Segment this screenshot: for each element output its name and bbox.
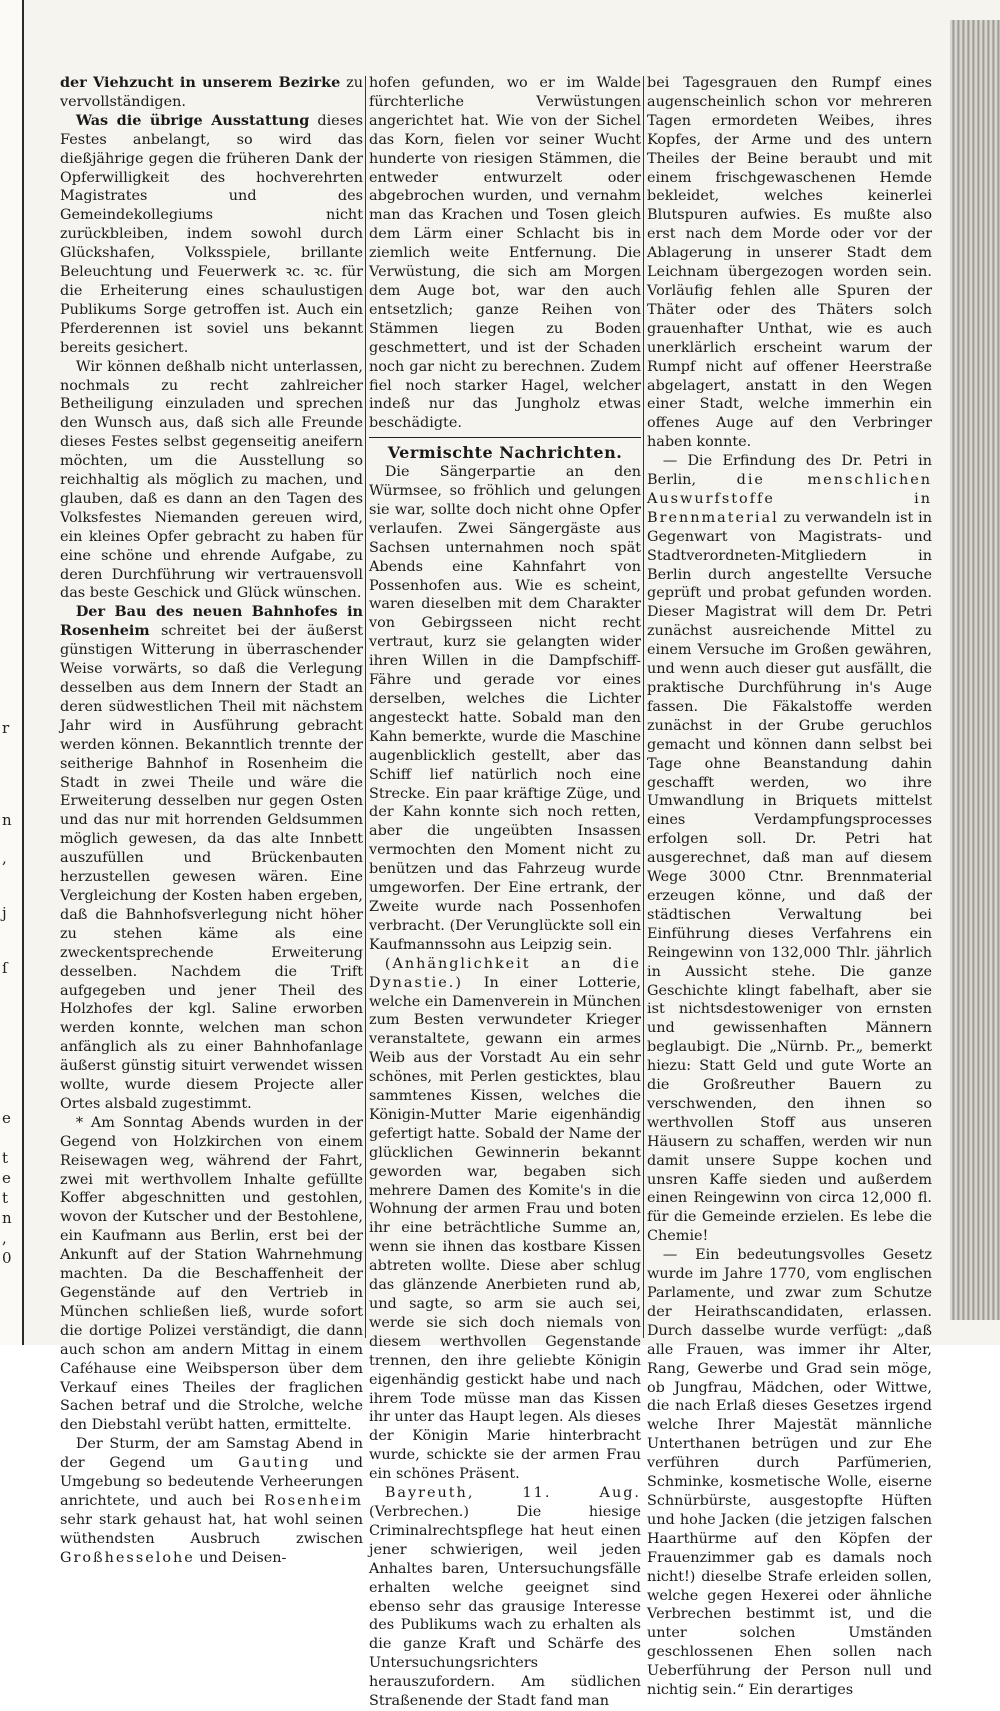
paragraph <box>60 112 363 358</box>
emphasis: der Viehzucht in unserem Bezirke <box>60 74 341 91</box>
margin-mark: j <box>2 904 7 922</box>
book-page-stack <box>950 20 1000 1320</box>
text: (Verbrechen.) Die hiesige Criminalrechtspflege hat heut einen jener schwierigen, weil jeden Anhaltes baren, Untersuchungsfälle erhalten welche geeignet sind ebenso sehr das grausige Interesse des Publikums wach zu erhalten als die ganze Kraft und Schärfe des Untersuchungsrichters herauszufordern. Am südlichen Straßenende der Stadt fand man <box>369 1503 641 1710</box>
paragraph: * Am Sonntag Abends wurden in der Gegend von Holzkirchen von einem Reisewagen weg, während der Fahrt, zwei mit werthvollem Inhalte gefüllte Koffer abgeschnitten und gestohlen, wovon der Kutscher und der Bestohlene, ein Kaufmann aus Berlin, erst bei der Ankunft auf der Station Wahrnehmung machten. Da die Beschaffenheit der Gegenstände auf den Vertrieb in München schließen ließ, wurde sofort die dortige Polizei verständigt, die dann auch schon am andern Mittag in einem Caféhause eine Weibsperson über dem Verkauf eines Theiles der fraglichen Sachen betraf und die Strolche, welche den Diebstahl verübt hatten, ermittelte. <box>60 1114 363 1434</box>
column-2 <box>369 74 641 1710</box>
paragraph: hofen gefunden, wo er im Walde fürchterliche Verwüstungen angerichtet hat. Wie von der Sichel das Korn, fielen vor seiner Wucht hunderte von riesigen Stämmen, die entweder entwurzelt oder abgebrochen wurden, und vernahm man das Krachen und Tosen gleich dem Lärm einer Schlacht bis in ziemlich weite Entfernung. Die Verwüstung, die sich am Morgen dem Auge bot, war den auch entsetzlich; ganze Reihen von Stämmen liegen zu Boden geschmettert, und ist der Schaden noch gar nicht zu berechnen. Zudem fiel noch starker Hagel, welcher indeß nur das Jungholz etwas beschädigte. <box>369 75 641 432</box>
paragraph <box>369 955 641 1484</box>
emphasis: die menschlichen Auswurfstoffe in Brennmaterial <box>647 472 932 526</box>
emphasis: Was die übrige Ausstattung <box>75 111 310 129</box>
margin-mark: n <box>2 1209 12 1227</box>
emphasis: Der Bau des neuen Bahnhofes in Rosenheim <box>60 603 363 640</box>
place-name: Gauting <box>238 1455 311 1472</box>
dateline: Bayreuth, 11. Aug. <box>384 1485 641 1502</box>
text: zu verwandeln ist in Gegenwart von Magistrats- und Stadtverordneten-Mitgliedern in Berlin durch angestellte Versuche geprüft und probat gefunden worden. Dieser Magistrat will dem Dr. Petri zunächst ausreichende Mittel zu einem Versuche im Großen gewähren, und wenn auch dieser gut ausfällt, die praktische Durchführung in's Auge fassen. Die Fäkalstoffe werden zunächst in der Grube geruchlos gemacht und können dann selbst bei Tage ohne Beanstandung dahin geschafft werden, wo ihre Umwandlung in Briquets mittelst eines Verdampfungsprocesses erfolgen soll. Dr. Petri hat ausgerechnet, daß man auf diesem Wege 3000 Ctnr. Brennmaterial erzeugen könne, und daß der städtischen Verwaltung bei Einführung dieses Verfahrens ein Reingewinn von 132,000 Thlr. jährlich in Aussicht stehe. Die ganze Geschichte klingt fabelhaft, aber sie ist nichtsdestoweniger von ernsten und gewissenhaften Männern beglaubigt. Die „Nürnb. Pr.„ bemerkt hiezu: Statt Geld und gute Worte an die Großreuther Bauern zu verschwenden, den ihnen so werthvollen Stoff aus unseren Häusern zu schaffen, werden wir nun damit unsere Suppe kochen und unsren Kaffe sieden und außerdem einen Reingewinn von circa 12,000 fl. für die Gemeinde erzielen. Es lebe die Chemie! <box>647 509 932 1245</box>
margin-mark: 0 <box>2 1249 12 1267</box>
section-heading: Vermischte Nachrichten. <box>387 443 623 463</box>
text: sehr stark gehaust hat, hat wohl seinen wüthendsten Ausbruch zwischen <box>60 1511 363 1547</box>
section-rule <box>369 437 641 438</box>
paragraph <box>60 74 363 112</box>
place-name: Großhesselohe <box>60 1549 195 1566</box>
paragraph: bei Tagesgrauen den Rumpf eines augenscheinlich schon vor mehreren Tagen ermordeten Weibes, ihres Kopfes, der Arme und des untern Theiles der Beine beraubt und mit einem frischgewaschenen Hemde bekleidet, welches keinerlei Blutspuren aufwies. Es mußte also erst nach dem Morde oder vor der Ablagerung in unserer Stadt dem Leichnam übergezogen worden sein. Vorläufig fehlen alle Spuren der Thäter oder des Thäters solch grauenhafter Unthat, wie es auch unerklärlich erscheint warum der Rumpf nicht auf offener Heerstraße abgelagert, anstatt in den Wegen einer Stadt, welche immerhin ein offenes Auge auf den Verbringer haben konnte. <box>647 75 932 451</box>
column-divider <box>643 76 644 1338</box>
margin-mark: t <box>2 1189 9 1207</box>
paragraph <box>60 603 363 1113</box>
text: und Deisen- <box>194 1549 287 1566</box>
paragraph: Die Sängerpartie an den Würmsee, so fröhlich und gelungen sie war, sollte doch nicht ohne Opfer verlaufen. Zwei Sängergäste aus Sachsen unternahmen noch spät Abends eine Kahnfahrt von Possenhofen aus. Wie es scheint, waren dieselben mit dem Charakter von Gebirgsseen nicht recht vertraut, kurz sie gelangten wider ihren Willen in die Dampfschiff-Fähre und gerade vor eines derselben, welches die Lichter angesteckt hatte. Sobald man den Kahn bemerkte, wurde die Maschine augenblicklich gestellt, aber das Schiff lief natürlich noch eine Strecke. Ein paar kräftige Züge, und der Kahn konnte sich noch retten, aber die ungeübten Insassen vermochten den Moment nicht zu benützen und das Fahrzeug wurde umgeworfen. Der Eine ertrank, der Zweite wurde nach Possenhofen verbracht. (Der Verunglückte soll ein Kaufmannssohn aus Leipzig sein. <box>369 464 641 953</box>
text: dieses Festes anbelangt, so wird das dießjährige gegen die früheren Dank der Opferwilligkeit des hochverehrten Magistrates und des Gemeindekollegiums nicht zurückbleiben, indem sowohl durch Glückshafen, Volksspiele, brillante Beleuchtung und Feuerwerk ꝛc. ꝛc. für die Erheiterung eines schaulustigen Publikums Sorge getroffen ist. Auch ein Pferderennen ist soviel uns bekannt bereits gesichert. <box>60 112 363 356</box>
text: zu vervollständigen. <box>60 75 363 110</box>
margin-mark: e <box>2 1169 11 1187</box>
column-3 <box>647 74 932 1699</box>
previous-page-edge <box>0 0 24 1345</box>
margin-mark: r <box>2 719 10 737</box>
paragraph <box>60 1435 363 1567</box>
text: und Umgebung so bedeutende Verheerungen anrichtete, und auch bei <box>60 1455 364 1509</box>
text: schreitet bei der äußerst günstigen Witterung in überraschender Weise vorwärts, so daß die Verlegung desselben aus dem Innern der Stadt an deren südwestlichen Theil mit nächstem Jahr wird in Ausführung gebracht werden können. Bekanntlich trennte der seitherige Bahnhof in Rosenheim die Stadt in zwei Theile und wäre die Erweiterung desselben nur gegen Osten und das nur mit horrenden Geldsummen möglich gewesen, da das alte Innbett auszufüllen und Brückenbauten herzustellen gewesen wären. Eine Vergleichung der Kosten haben ergeben, daß die Bahnhofsverlegung nicht höher zu stehen käme als eine zweckentsprechende Erweiterung desselben. Nachdem die Trift aufgegeben und jener Theil des Holzhofes der kgl. Saline erworben werden konnte, welchen man schon anfänglich als zu einer Bahnhofanlage äußerst günstig situirt verwendet wissen wollte, wurde diesem Projecte aller Ortes alsbald zugestimmt. <box>60 623 363 1112</box>
margin-mark: ſ <box>2 959 8 977</box>
column-divider <box>365 76 366 1338</box>
paragraph: Wir können deßhalb nicht unterlassen, nochmals zu recht zahlreicher Betheiligung einzuladen und sprechen den Wunsch aus, daß sich alle Freunde dieses Festes selbst gegenseitig aneifern möchten, um die Ausstellung so reichhaltig als möglich zu machen, und glauben, daß es dann an den Tagen des Volksfestes Niemanden gereuen wird, ein kleines Opfer gebracht zu haben für eine schöne und ehrende Aufgabe, zu deren Durchführung wir vertrauensvoll das beste Geschick und Glück wünschen. <box>60 358 363 602</box>
margin-mark: t <box>2 1149 9 1167</box>
text: Der Sturm, der am Samstag Abend in der Gegend um <box>60 1436 363 1472</box>
margin-mark: , <box>2 849 7 867</box>
margin-mark: n <box>2 811 12 829</box>
margin-mark: e <box>2 1109 11 1127</box>
paragraph <box>647 452 932 1246</box>
margin-mark: , <box>2 1229 7 1247</box>
paragraph: — Ein bedeutungsvolles Gesetz wurde im Jahre 1770, vom englischen Parlamente, und zwar zum Schutze der Heirathscandidaten, erlassen. Durch dasselbe wurde verfügt: „daß alle Frauen, was immer ihr Alter, Rang, Gewerbe und Grad sein möge, ob Jungfrau, Mädchen, oder Wittwe, die nach Erlaß dieses Gesetzes irgend welche Ihrer Majestät männliche Unterthanen betrügen und zur Ehe verführen durch Parfümerien, Schminke, kosmetische Wolle, eiserne Schnürbürste, ausgestopfte Hüften und hohe Jacken (die jetzigen falschen Haarthürme auf den Köpfen der Frauenzimmer gab es damals noch nicht!) dieselbe Strafe erleiden sollen, welche gegen Hexerei oder ähnliche Verbrechen bestimmt ist, und die unter solchen Umständen geschlossenen Ehen sollen nach Ueberführung der Person null und nichtig sein.“ Ein derartiges <box>647 1247 932 1699</box>
article-title: (Anhänglichkeit an die Dynastie.) <box>369 955 641 991</box>
text: In einer Lotterie, welche ein Damenverein in München zum Besten verwundeter Krieger veranstaltete, gewann ein armes Weib aus der Vorstadt Au ein sehr schönes, mit Perlen gesticktes, blau sammtenes Kissen, welches die Königin-Mutter Marie eigenhändig gefertigt hatte. Sobald der Name der glücklichen Gewinnerin bekannt geworden war, begaben sich mehrere Damen des Komite's in die Wohnung der armen Frau und boten ihr eine beträchtliche Summe an, wenn sie ihnen das kostbare Kissen abtreten wollte. Diese aber schlug das glänzende Anerbieten rund ab, und sagte, so arm sie auch sei, werde sie sich doch niemals von diesem werthvollen Gegenstande trennen, den ihre geliebte Königin eigenhändig gestickt habe und nach ihrem Tode müsse man das Kissen ihr unter das Haupt legen. Als dieses der Königin Marie hinterbracht wurde, schickte sie der armen Frau ein schönes Präsent. <box>369 974 641 1483</box>
text: — Die Erfindung des Dr. Petri in Berlin, <box>647 453 932 489</box>
column-1 <box>60 74 364 1566</box>
place-name: Rosenheim <box>264 1492 363 1509</box>
paragraph <box>369 1484 641 1711</box>
